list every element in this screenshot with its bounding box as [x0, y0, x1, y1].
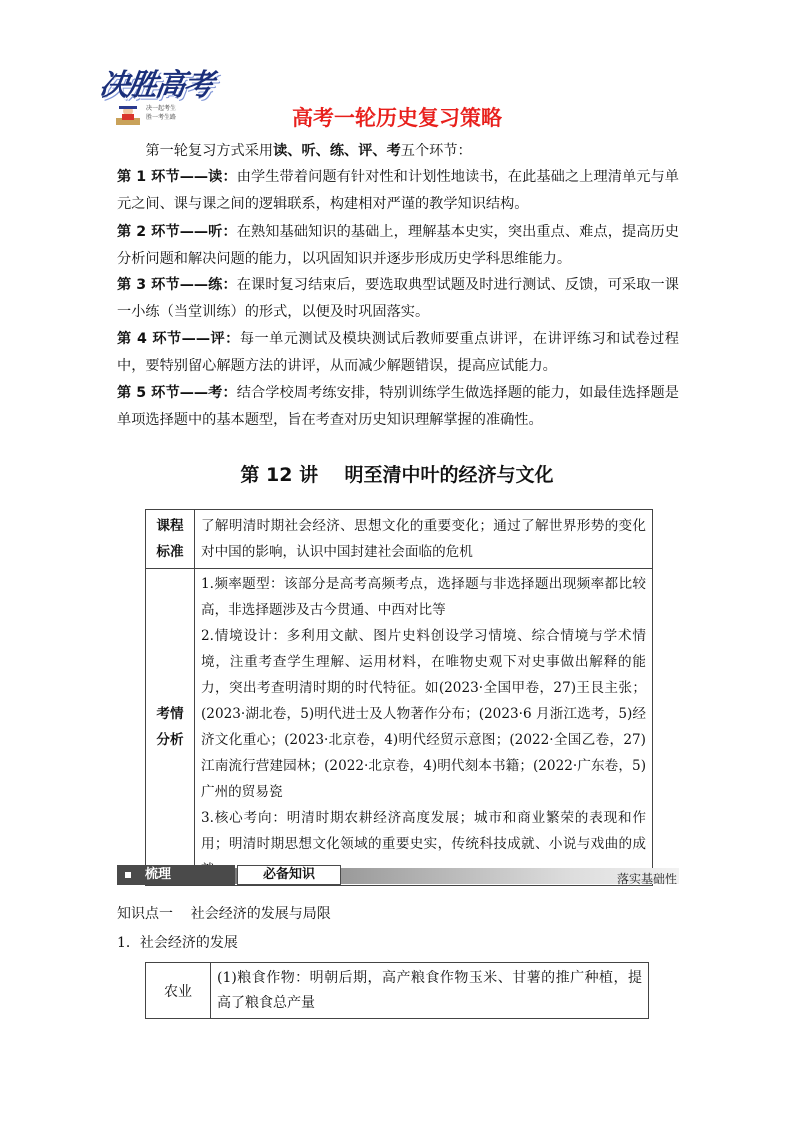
banner-tag-review — [117, 865, 235, 885]
step-text: 结合学校周考练安排，特别训练学生做选择题的能力，如最佳选择题是单项选择题中的基本题型，旨在考查对历史知识理解掌握的准确性。 — [117, 385, 679, 428]
step-text: 由学生带着问题有针对性和计划性地读书，在此基础之上理清单元与单元之间、课与课之间的逻辑联系，构建相对严谨的教学知识结构。 — [117, 169, 679, 212]
section-banner — [117, 865, 679, 887]
intro-pre: 第一轮复习方式采用 — [145, 143, 274, 159]
step-text: 在熟知基础知识的基础上，理解基本史实，突出重点、难点，提高历史分析问题和解决问题的能力，以巩固知识并逐步形成历史学科思维能力。 — [117, 224, 679, 267]
page-title-text: 高考一轮历史复习策略 — [292, 106, 502, 130]
banner-tag-review-text: 梳理 — [145, 867, 172, 882]
exam-analysis-label — [146, 569, 195, 886]
square-bullet-icon — [125, 872, 131, 878]
exam-analysis-item: 1.频率题型：该部分是高考高频考点，选择题与非选择题出现频率都比较高，非选择题涉及古今贯通、中西对比等 — [201, 576, 646, 618]
step-2-paragraph — [117, 219, 679, 272]
step-5-paragraph — [117, 380, 679, 433]
table-row — [146, 963, 649, 1019]
step-label: 第 5 环节——考： — [117, 385, 237, 401]
step-label: 第 4 环节——评： — [117, 331, 240, 347]
table-row — [146, 569, 653, 886]
step-4-paragraph — [117, 326, 679, 379]
agriculture-label: 农业 — [146, 963, 211, 1019]
sub-heading: 1．社会经济的发展 — [117, 935, 238, 951]
exam-analysis-text — [195, 569, 653, 886]
page-title — [0, 102, 794, 132]
label-part: 分析 — [156, 732, 184, 748]
label-part: 考情 — [156, 706, 184, 722]
label-part: 标准 — [156, 544, 184, 560]
step-label: 第 1 环节——读： — [117, 169, 237, 185]
step-text: 在课时复习结束后，要选取典型试题及时进行测试、反馈，可采取一课一小练（当堂训练）的形式，以便及时巩固落实。 — [117, 277, 679, 320]
label-part: 课程 — [156, 518, 184, 534]
intro-bold: 读、听、练、评、考 — [273, 143, 401, 159]
agriculture-table — [145, 962, 649, 1019]
intro-post: 五个环节： — [400, 143, 472, 159]
course-info-table — [145, 509, 653, 886]
exam-analysis-item: 2.情境设计：多利用文献、图片史料创设学习情境、综合情境与学术情境，注重考查学生理解、运用材料，在唯物史观下对史事做出解释的能力，突出考查明清时期的时代特征。如(2023·全国甲卷，27)王艮主张；(2023·湖北卷，5)明代进士及人物著作分布；(2023·6 月浙江选考，5)经济文化重心；(2023·北京卷，4)明代经贸示意图；(2022·全国乙卷，27)江南流行营建园林；(2022·北京卷，4)明代刻本书籍；(2022·广东卷，5)广州的贸易瓷 — [201, 628, 646, 800]
step-1-paragraph — [117, 164, 679, 217]
intro-paragraph — [117, 138, 679, 165]
step-3-paragraph — [117, 272, 679, 325]
step-text: 每一单元测试及模块测试后教师要重点讲评，在讲评练习和试卷过程中，要特别留心解题方法的讲评，从而减少解题错误，提高应试能力。 — [117, 331, 679, 374]
knowledge-point-heading: 知识点一 社会经济的发展与局限 — [117, 906, 331, 922]
banner-right-text: 落实基础性 — [616, 872, 677, 886]
lecture-title: 第 12 讲 明至清中叶的经济与文化 — [240, 464, 554, 486]
exam-analysis-item: 3.核心考向：明清时期农耕经济高度发展；城市和商业繁荣的表现和作用；明清时期思想文化领域的重要史实，传统科技成就、小说与戏曲的成 — [201, 810, 646, 852]
logo-slogan-line1: 决一起考生 — [146, 105, 177, 112]
curriculum-standard-text: 了解明清时期社会经济、思想文化的重要变化；通过了解世界形势的变化对中国的影响，认识中国封建社会面临的危机 — [195, 510, 653, 569]
curriculum-standard-label — [146, 510, 195, 569]
step-label: 第 2 环节——听： — [117, 224, 237, 240]
step-label: 第 3 环节——练： — [117, 277, 237, 293]
logo-text: 决胜高考 — [97, 68, 214, 103]
agriculture-text: (1)粮食作物：明朝后期，高产粮食作物玉米、甘薯的推广种植，提高了粮食总产量 — [211, 963, 649, 1019]
table-row — [146, 510, 653, 569]
banner-tag-knowledge: 必备知识 — [237, 865, 341, 885]
logo-slogan-line2: 胜一考生路 — [146, 114, 177, 121]
